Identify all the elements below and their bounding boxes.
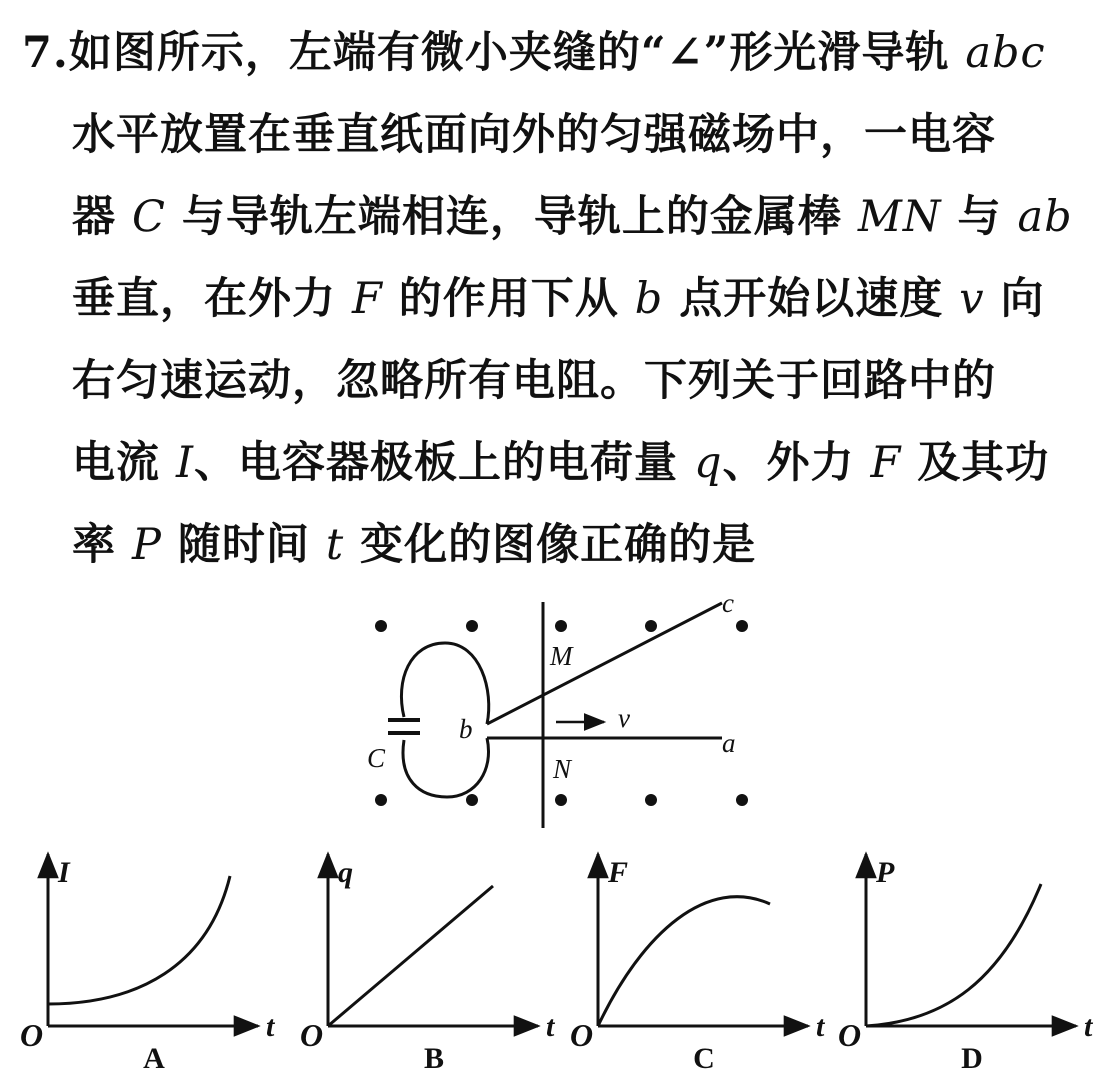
label-a: a (722, 728, 736, 758)
x-axis-label: t (816, 1010, 825, 1043)
label-m: M (550, 641, 573, 671)
question-number: 7. (22, 28, 69, 78)
origin-label: O (838, 1017, 862, 1053)
label-n: N (553, 754, 572, 784)
option-graph-b (300, 854, 556, 1075)
field-dot (645, 620, 657, 632)
curve (866, 884, 1041, 1026)
option-graph-a (20, 854, 276, 1075)
option-letter: C (693, 1042, 715, 1075)
question-line-7: 率 P 随时间 t 变化的图像正确的是 (72, 520, 757, 570)
field-dot (736, 794, 748, 806)
origin-label: O (300, 1017, 324, 1053)
y-axis-label: q (338, 856, 353, 889)
origin-label: O (570, 1017, 594, 1053)
curve (328, 886, 493, 1026)
question-line-3: 器 C 与导轨左端相连，导轨上的金属棒 MN 与 ab (72, 192, 1073, 242)
field-dot (375, 620, 387, 632)
field-dot (375, 794, 387, 806)
rail-bc (487, 603, 722, 724)
capacitor-loop-upper (401, 643, 488, 724)
diagram-labels (367, 588, 736, 784)
field-dot (555, 620, 567, 632)
option-graph-d (838, 854, 1094, 1075)
option-letter: D (961, 1042, 983, 1075)
y-axis-label: P (876, 856, 895, 889)
option-graph-c (570, 854, 826, 1075)
label-v: v (618, 703, 630, 733)
option-graphs (20, 854, 1094, 1075)
field-dot (466, 794, 478, 806)
question-line-1: 7.如图所示，左端有微小夹缝的“∠”形光滑导轨 abc (22, 28, 1046, 78)
origin-label: O (20, 1017, 44, 1053)
label-c: c (722, 588, 734, 618)
question-line-4: 垂直，在外力 F 的作用下从 b 点开始以速度 v 向 (72, 274, 1045, 324)
field-dot (645, 794, 657, 806)
question-line-2: 水平放置在垂直纸面向外的匀强磁场中，一电容 (72, 110, 996, 160)
curve (48, 876, 230, 1004)
field-dot (466, 620, 478, 632)
option-letter: A (143, 1042, 165, 1075)
field-dot (555, 794, 567, 806)
x-axis-label: t (546, 1010, 555, 1043)
label-capacitor: C (367, 743, 386, 773)
rail-diagram (375, 602, 748, 828)
curve (598, 897, 770, 1026)
x-axis-label: t (266, 1010, 275, 1043)
option-letter: B (423, 1042, 445, 1075)
y-axis-label: F (608, 856, 629, 889)
y-axis-label: I (58, 856, 70, 889)
x-axis-label: t (1084, 1010, 1093, 1043)
label-b: b (459, 714, 473, 744)
question-line-5: 右匀速运动，忽略所有电阻。下列关于回路中的 (72, 356, 996, 406)
capacitor-loop-lower (403, 738, 489, 797)
field-dot (736, 620, 748, 632)
question-line-6: 电流 I、电容器极板上的电荷量 q、外力 F 及其功 (72, 438, 1050, 488)
